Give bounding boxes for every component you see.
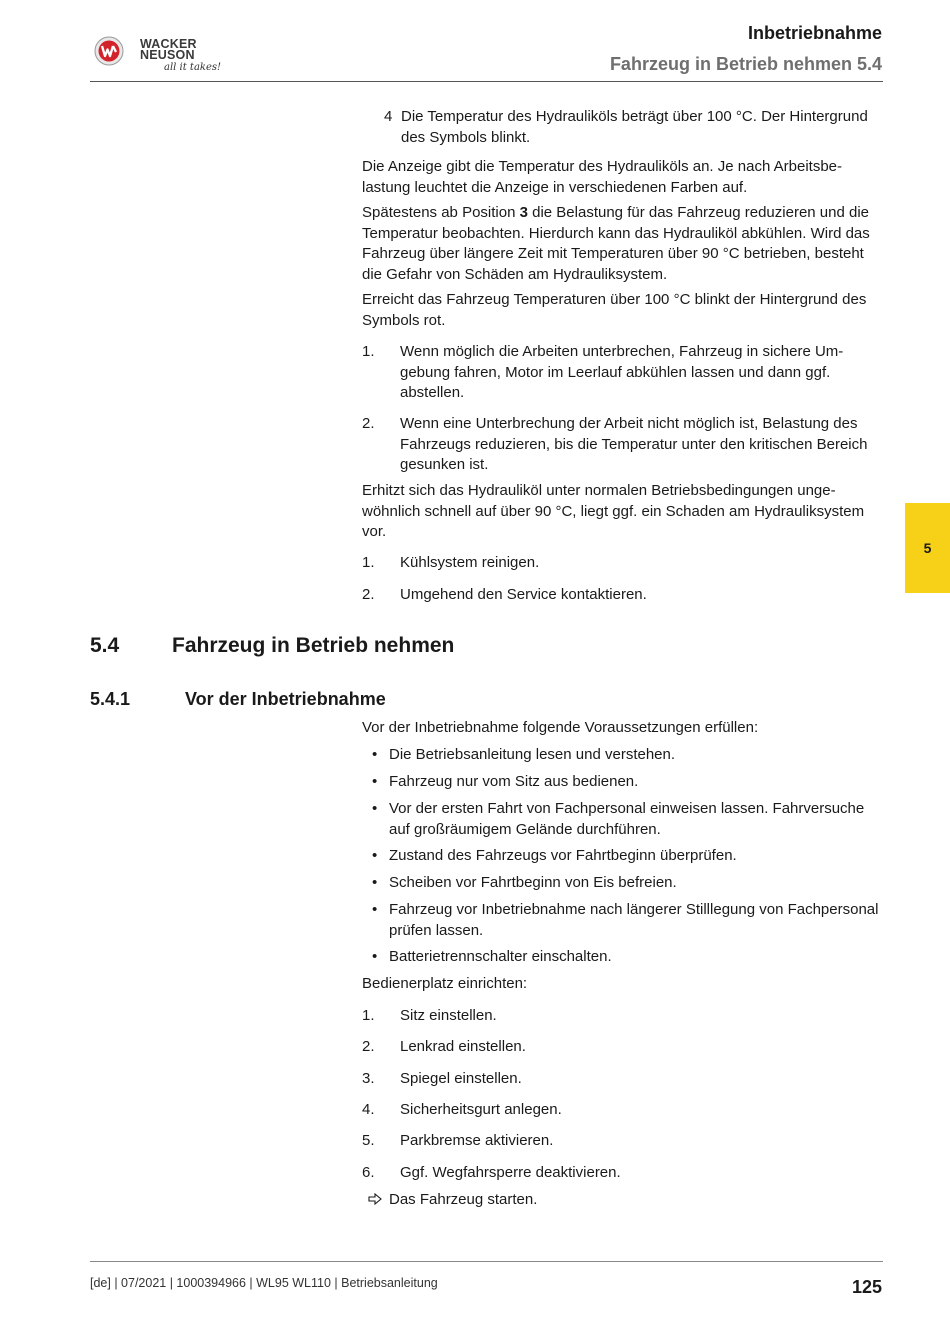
bullet-text: Batterietrennschalter einschalten. [389, 948, 612, 965]
paragraph: Vor der Inbetriebnahme folgende Voraussetzungen erfüllen: [362, 719, 759, 736]
list-item-number: 4 [384, 108, 393, 125]
step-number: 2. [362, 415, 375, 432]
bullet-icon: • [372, 874, 378, 891]
step-text: Wenn eine Unterbrechung der Arbeit nicht möglich ist, Belastung des Fahrzeugs reduzieren, bis die Temperatur unter den kritischen Bereich gesunken ist. [400, 415, 868, 473]
brand-logo [94, 36, 224, 78]
step-number: 3. [362, 1070, 375, 1087]
step-text: Umgehend den Service kontaktieren. [400, 586, 647, 603]
subsection-title: Vor der Inbetriebnahme [185, 689, 386, 709]
bullet-icon: • [372, 847, 378, 864]
step-text: Parkbremse aktivieren. [400, 1132, 554, 1149]
paragraph: Erreicht das Fahrzeug Temperaturen über 100 °C blinkt der Hintergrund des Symbols rot. [362, 291, 867, 329]
step-text: Wenn möglich die Arbeiten unterbrechen, Fahrzeug in sichere Umgebung fahren, Motor im Leerlauf abkühlen lassen und dann ggf. abstellen. [400, 343, 844, 401]
bullet-text: Fahrzeug nur vom Sitz aus bedienen. [389, 773, 639, 790]
paragraph-text: Spätestens ab Position [362, 204, 520, 221]
step-number: 1. [362, 1007, 375, 1024]
paragraph-text: die Belastung für das Fahrzeug reduzieren und die Temperatur beobachten. Hierdurch kann das Hydrauliköl abkühlen. Wird das Fahrzeug über längere Zeit mit Temperaturen über 90 °C betrieben, besteht die Gefahr von Schäden am Hydrauliksystem. [362, 204, 870, 283]
step-text: Sicherheitsgurt anlegen. [400, 1101, 562, 1118]
bullet-icon: • [372, 800, 378, 817]
bullet-text: Vor der ersten Fahrt von Fachpersonal einweisen lassen. Fahrversuche auf großräumigem Gelände durchführen. [389, 800, 865, 838]
bullet-text: Scheiben vor Fahrtbeginn von Eis befreien. [389, 874, 677, 891]
bullet-text: Zustand des Fahrzeugs vor Fahrtbeginn überprüfen. [389, 847, 737, 864]
result-text: Das Fahrzeug starten. [389, 1191, 538, 1208]
step-number: 6. [362, 1164, 375, 1181]
paragraph: Die Anzeige gibt die Temperatur des Hydrauliköls an. Je nach Arbeitsbelastung leuchtet die Anzeige in verschiedenen Farben auf. [362, 158, 842, 196]
bullet-icon: • [372, 948, 378, 965]
step-text: Lenkrad einstellen. [400, 1038, 526, 1055]
chapter-tab [905, 503, 950, 593]
paragraph: Erhitzt sich das Hydrauliköl unter normalen Betriebsbedingungen ungewöhnlich schnell auf über 90 °C, liegt ggf. ein Schaden am Hydrauliksystem vor. [362, 482, 865, 540]
paragraph: Bedienerplatz einrichten: [362, 975, 528, 992]
section-header: Fahrzeug in Betrieb nehmen 5.4 [609, 54, 882, 74]
step-number: 5. [362, 1132, 375, 1149]
logo-tagline: all it takes! [164, 62, 222, 73]
step-text: Sitz einstellen. [400, 1007, 497, 1024]
section-title: Fahrzeug in Betrieb nehmen [172, 634, 455, 657]
bullet-icon: • [372, 746, 378, 763]
section-number: 5.4 [90, 634, 120, 657]
subsection-number: 5.4.1 [90, 689, 131, 709]
step-number: 4. [362, 1101, 375, 1118]
step-text: Kühlsystem reinigen. [400, 554, 540, 571]
step-text: Ggf. Wegfahrsperre deaktivieren. [400, 1164, 621, 1181]
step-number: 2. [362, 586, 375, 603]
chapter-tab-label: 5 [923, 540, 932, 556]
bullet-text: Fahrzeug vor Inbetriebnahme nach längerer Stilllegung von Fachpersonal prüfen lassen. [389, 901, 879, 939]
chapter-title: Inbetriebnahme [747, 23, 882, 43]
result-arrow-icon [368, 1190, 382, 1211]
page-number: 125 [851, 1277, 882, 1297]
logo-wordmark-bottom: NEUSON [140, 48, 195, 62]
bullet-icon: • [372, 773, 378, 790]
header-divider [90, 81, 883, 82]
logo-wordmark-top: WACKER [140, 37, 197, 51]
step-number: 1. [362, 343, 375, 360]
footer-document-info: [de] | 07/2021 | 1000394966 | WL95 WL110 | Betriebsanleitung [90, 1276, 438, 1290]
paragraph-bold: 3 [519, 204, 528, 221]
step-number: 2. [362, 1038, 375, 1055]
wacker-neuson-logo-icon [94, 36, 124, 66]
step-text: Spiegel einstellen. [400, 1070, 522, 1087]
paragraph [362, 203, 878, 285]
bullet-text: Die Betriebsanleitung lesen und verstehen. [389, 746, 676, 763]
footer-divider [90, 1261, 883, 1262]
bullet-icon: • [372, 901, 378, 918]
step-number: 1. [362, 554, 375, 571]
list-item-text: Die Temperatur des Hydrauliköls beträgt über 100 °C. Der Hintergrund des Symbols blinkt. [401, 108, 868, 146]
